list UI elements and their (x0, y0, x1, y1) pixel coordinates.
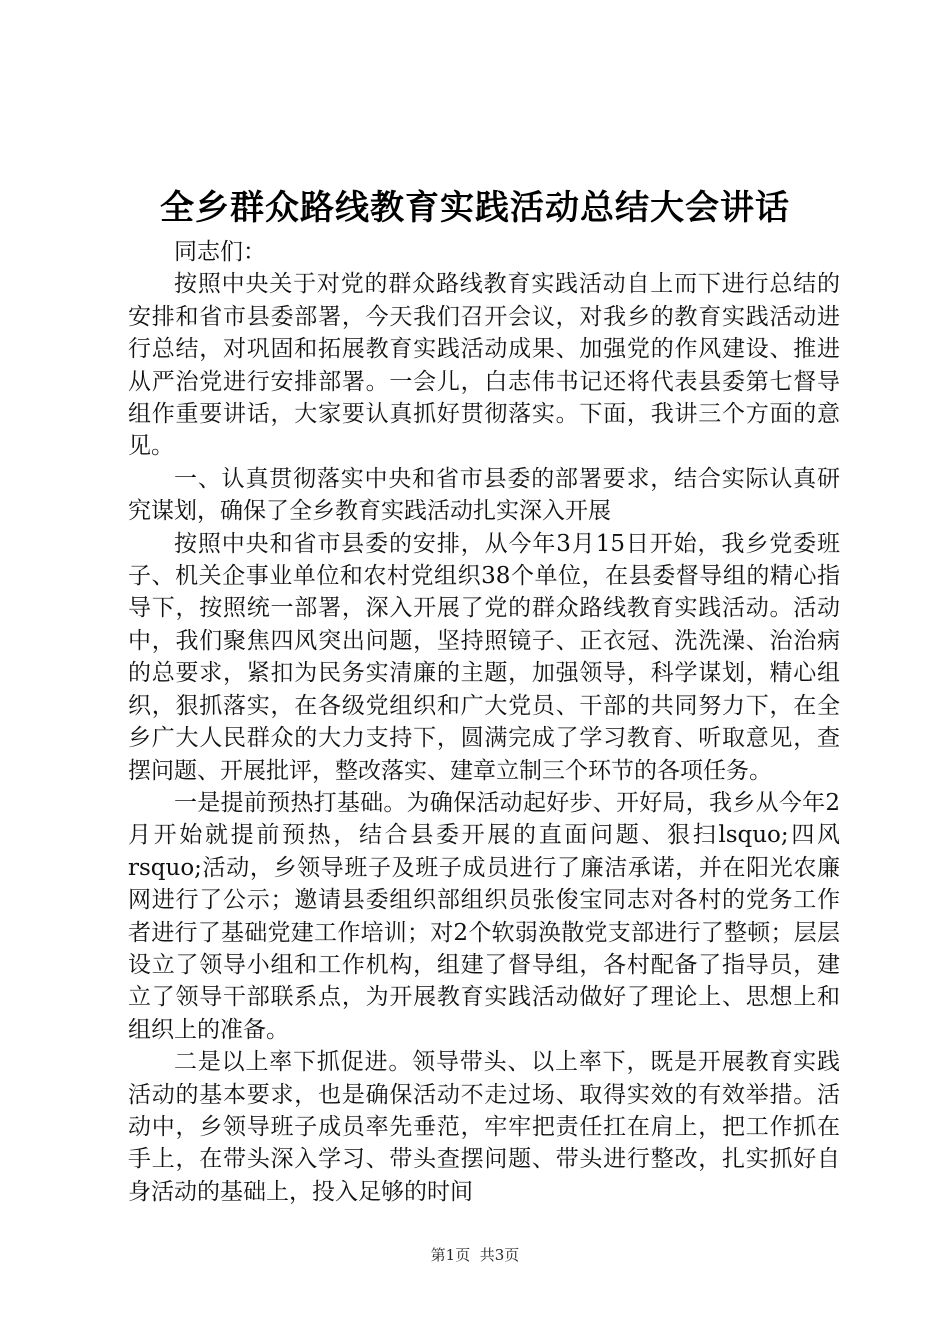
page-footer (0, 1244, 950, 1266)
page-number: 第1页 (430, 1246, 471, 1264)
salutation-paragraph: 同志们： (174, 239, 266, 265)
body-paragraph: 二是以上率下抓促进。领导带头、以上率下，既是开展教育实践活动的基本要求，也是确保活动不走过场、取得实效的有效举措。活动中，乡领导班子成员率先垂范，牢牢把责任扛在肩上，把工作抓在手上，在带头深入学习、带头查摆问题、带头进行整改，扎实抓好自身活动的基础上，投入足够的时间 (128, 1049, 840, 1205)
document-title: 全乡群众路线教育实践活动总结大会讲话 (160, 188, 790, 228)
body-paragraph: 一是提前预热打基础。为确保活动起好步、开好局，我乡从今年2月开始就提前预热，结合县委开展的直面问题、狠扫lsquo;四风rsquo;活动，乡领导班子及班子成员进行了廉洁承诺，并在阳光农廉网进行了公示；邀请县委组织部组织员张俊宝同志对各村的党务工作者进行了基础党建工作培训；对2个软弱涣散党支部进行了整顿；层层设立了领导小组和工作机构，组建了督导组，各村配备了指导员，建立了领导干部联系点，为开展教育实践活动做好了理论上、思想上和组织上的准备。 (128, 789, 840, 1043)
section-heading-paragraph: 一、认真贯彻落实中央和省市县委的部署要求，结合实际认真研究谋划，确保了全乡教育实践活动扎实深入开展 (128, 465, 840, 525)
document-body (128, 236, 840, 1208)
body-paragraph: 按照中央关于对党的群众路线教育实践活动自上而下进行总结的安排和省市县委部署，今天我们召开会议，对我乡的教育实践活动进行总结，对巩固和拓展教育实践活动成果、加强党的作风建设、推进从严治党进行安排部署。一会儿，白志伟书记还将代表县委第七督导组作重要讲话，大家要认真抓好贯彻落实。下面，我讲三个方面的意见。 (128, 271, 840, 460)
page-total: 共3页 (479, 1246, 520, 1264)
body-paragraph: 按照中央和省市县委的安排，从今年3月15日开始，我乡党委班子、机关企事业单位和农村党组织38个单位，在县委督导组的精心指导下，按照统一部署，深入开展了党的群众路线教育实践活动。活动中，我们聚焦四风突出问题，坚持照镜子、正衣冠、洗洗澡、治治病的总要求，紧扣为民务实清廉的主题，加强领导，科学谋划，精心组织，狠抓落实，在各级党组织和广大党员、干部的共同努力下，在全乡广大人民群众的大力支持下，圆满完成了学习教育、听取意见，查摆问题、开展批评，整改落实、建章立制三个环节的各项任务。 (128, 530, 840, 784)
